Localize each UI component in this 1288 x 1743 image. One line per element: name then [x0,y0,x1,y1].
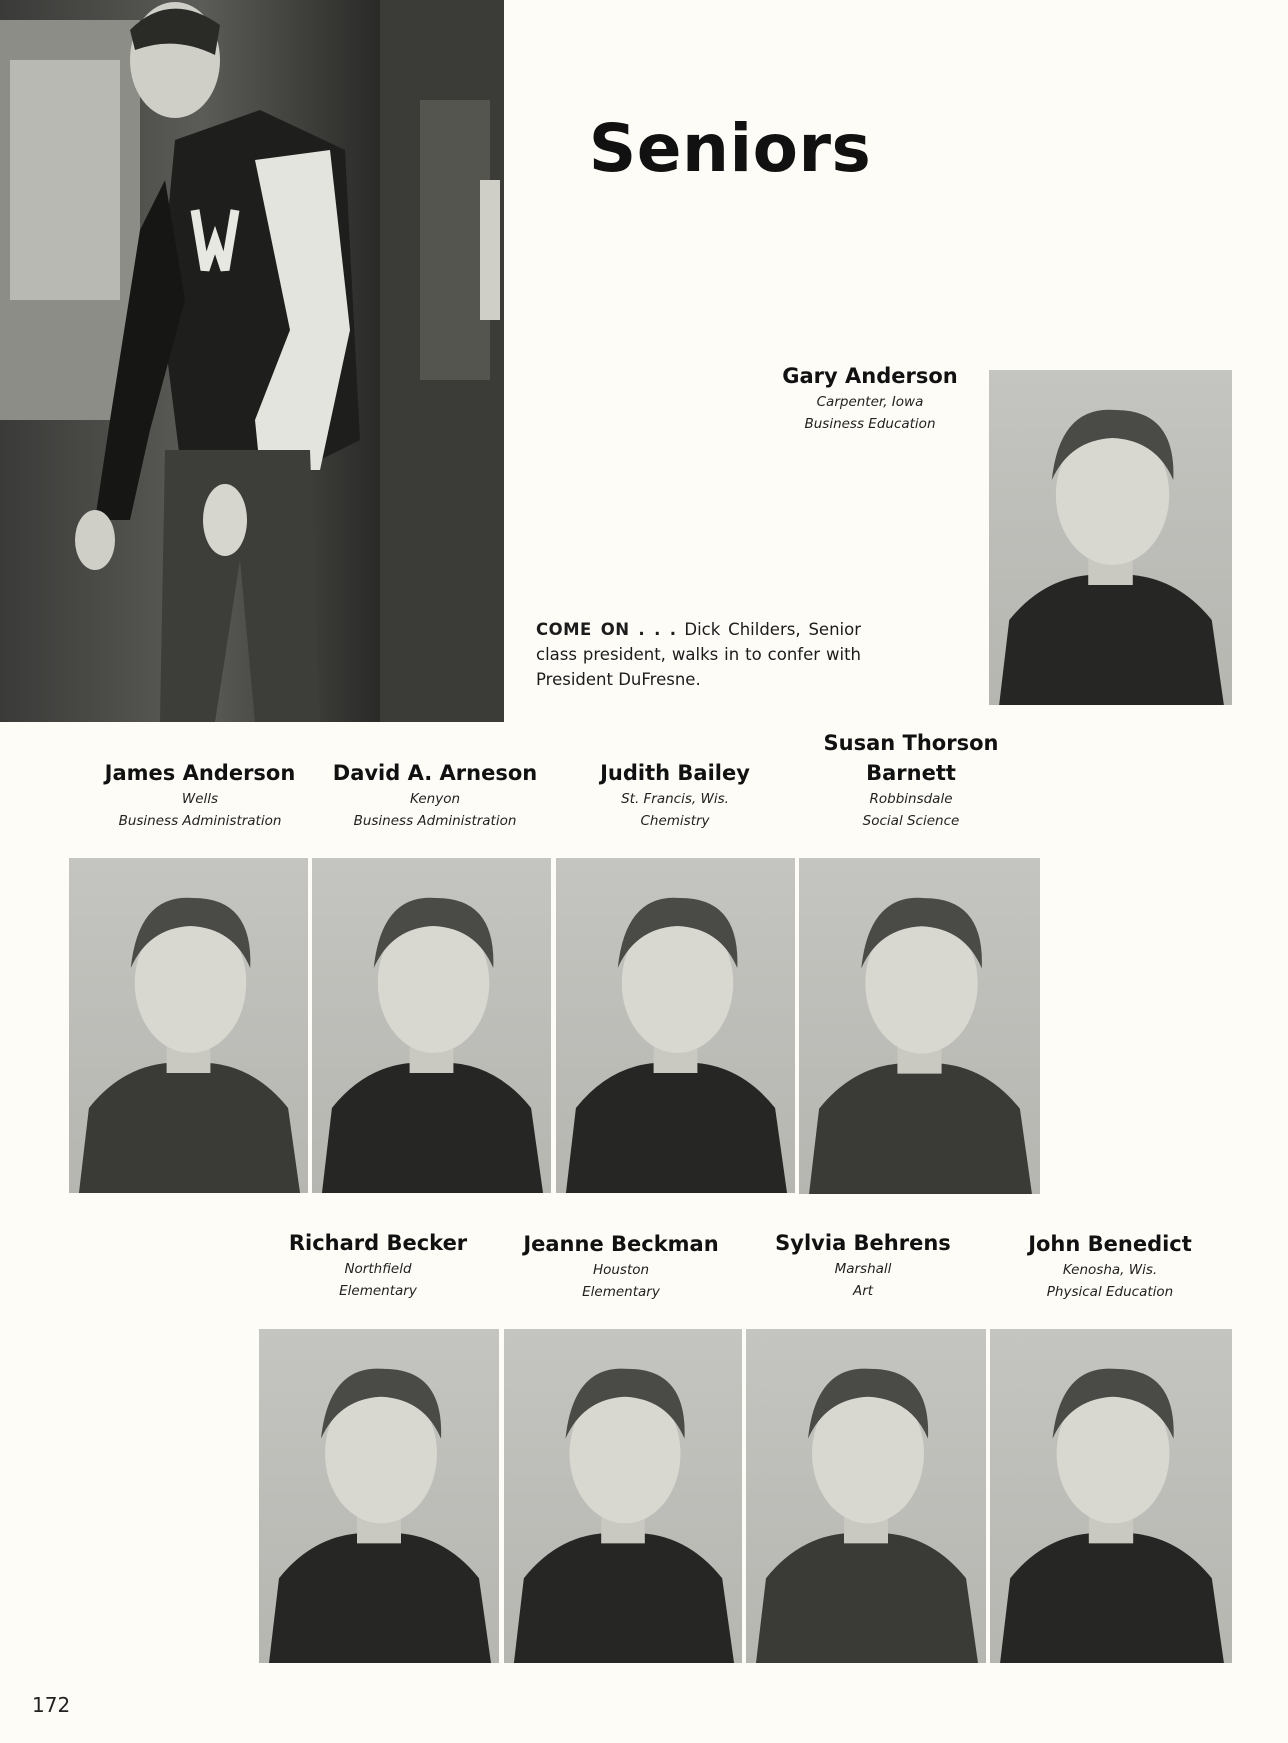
portrait-silhouette [990,1329,1232,1663]
portrait-silhouette [69,858,308,1193]
portrait-photo-sylvia-behrens [746,1329,986,1663]
senior-hometown: Wells [181,791,219,807]
senior-major: Art [852,1283,874,1299]
senior-name: Sylvia Behrens [775,1231,951,1255]
senior-major: Elementary [582,1284,660,1300]
portrait-shoulders [756,1533,978,1663]
photo-caption [536,617,861,692]
page-number: 172 [32,1693,71,1717]
senior-hometown: Carpenter, Iowa [816,394,924,410]
senior-major: Chemistry [640,813,710,829]
portrait-silhouette [989,370,1232,705]
senior-name: Susan Thorson [823,731,999,755]
portrait-shoulders [566,1063,787,1193]
senior-entry-jeanne-beckman [501,1229,741,1303]
portrait-shoulders [269,1533,491,1663]
senior-hometown: Robbinsdale [869,791,953,807]
senior-entry-richard-becker [258,1228,498,1302]
senior-major: Business Administration [353,813,517,829]
senior-major: Physical Education [1046,1284,1174,1300]
senior-name: David A. Arneson [332,761,538,785]
senior-name: Richard Becker [288,1231,468,1255]
caption-lead: COME ON . . . [536,620,677,639]
senior-name: Judith Bailey [600,761,750,785]
portrait-photo-david-arneson [312,858,551,1193]
senior-hometown: St. Francis, Wis. [621,791,729,807]
senior-name: Jeanne Beckman [523,1232,719,1256]
caption-text: Dick Childers, Senior class president, walks in to confer with President DuFresne. [536,620,861,689]
portrait-photo-gary-anderson [989,370,1232,705]
senior-entry-sylvia-behrens [743,1228,983,1302]
portrait-silhouette [746,1329,986,1663]
portrait-shoulders [1000,1533,1224,1663]
portrait-shoulders [809,1063,1032,1194]
senior-hometown: Northfield [344,1261,412,1277]
portrait-shoulders [322,1063,543,1193]
senior-hometown: Kenosha, Wis. [1062,1262,1158,1278]
senior-name: James Anderson [104,761,296,785]
senior-major: Elementary [339,1283,417,1299]
portrait-silhouette [799,858,1040,1194]
portrait-photo-richard-becker [259,1329,499,1663]
portrait-photo-judith-bailey [556,858,795,1193]
candid-photo-class-president [0,0,504,722]
senior-entry-judith-bailey [555,758,795,832]
senior-entry-david-arneson [315,758,555,832]
senior-entry-john-benedict [990,1229,1230,1303]
portrait-shoulders [79,1063,300,1193]
senior-entry-james-anderson [80,758,320,832]
senior-hometown: Kenyon [409,791,461,807]
portrait-silhouette [312,858,551,1193]
portrait-photo-john-benedict [990,1329,1232,1663]
portrait-shoulders [999,575,1224,705]
senior-hometown: Houston [592,1262,650,1278]
portrait-silhouette [504,1329,742,1663]
senior-name: Gary Anderson [782,364,958,388]
senior-major: Business Education [804,416,936,432]
senior-name: John Benedict [1028,1232,1192,1256]
portrait-photo-jeanne-beckman [504,1329,742,1663]
senior-major: Business Administration [118,813,282,829]
senior-entry-gary-anderson [750,361,990,435]
portrait-silhouette [259,1329,499,1663]
senior-name-line2: Barnett [866,761,956,785]
senior-major: Social Science [862,813,960,829]
senior-hometown: Marshall [834,1261,892,1277]
portrait-shoulders [514,1533,734,1663]
page-title: Seniors [588,110,872,187]
portrait-photo-susan-barnett [799,858,1040,1194]
portrait-silhouette [556,858,795,1193]
senior-entry-susan-barnett [791,728,1031,832]
portrait-photo-james-anderson [69,858,308,1193]
